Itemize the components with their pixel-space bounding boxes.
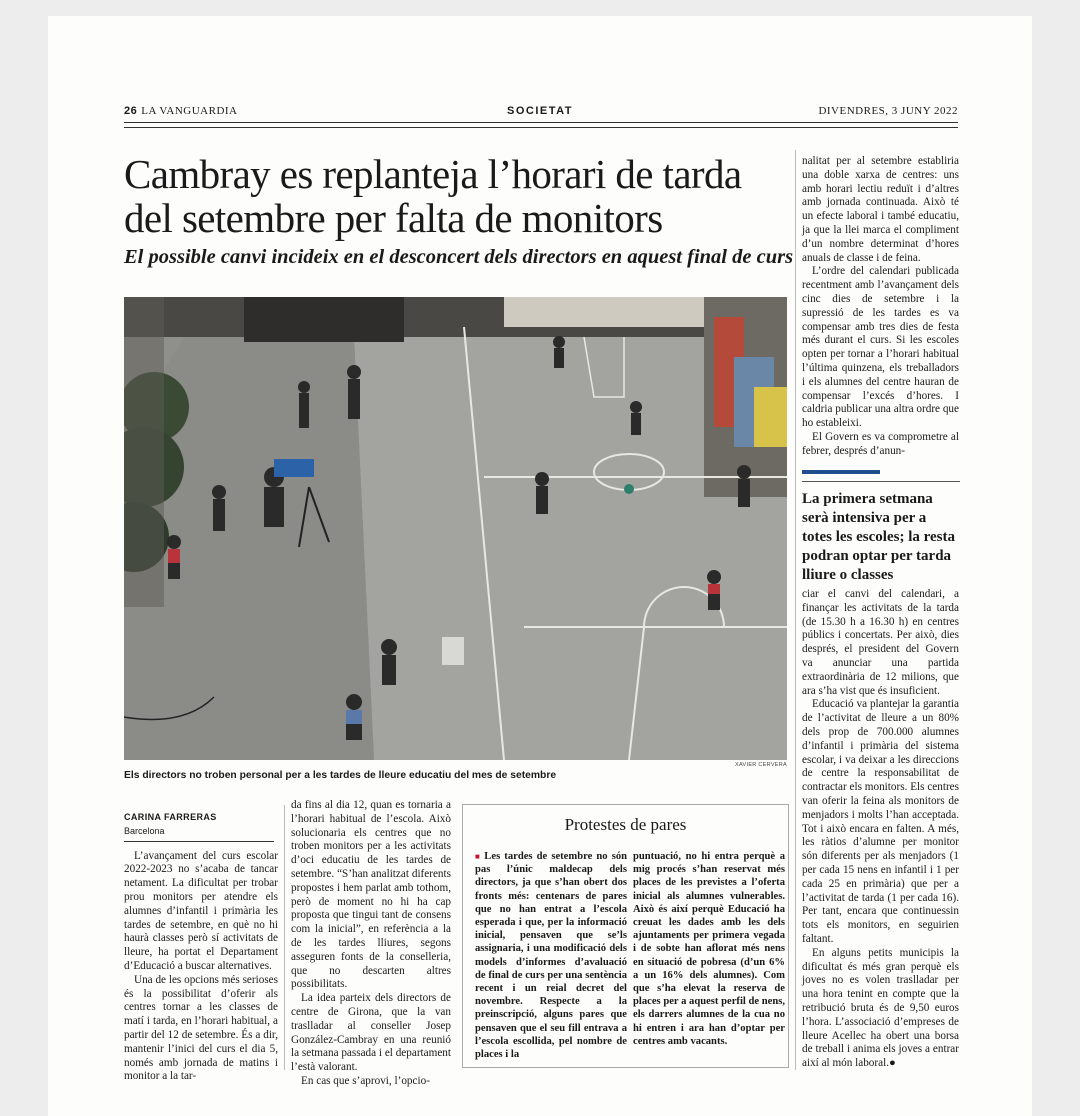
- pull-quote-rule: [802, 481, 960, 482]
- paragraph: nalitat per al setembre establiria una doble xarxa de centres: uns amb horari lectiu reduït i d’altres amb jornada continuada. Això té un efecte laboral i també educatiu, ja que la llei marca el compliment d’un nombre determinat d’hores anuals de classe i de feina.: [802, 155, 959, 264]
- paragraph: ciar el canvi del calendari, a finançar les activitats de la tarda (de 15.30 h a 16.30 h) en centres públics i concertats. Per això, dies després, el president del Govern va anunciar una partida extraordinària de 12 milions, que ara s’ha vist que és insuficient.: [802, 588, 959, 697]
- byline-rule: [124, 841, 274, 842]
- paragraph: El Govern es va comprometre al febrer, després d’anun-: [802, 430, 959, 457]
- page-number: 26: [124, 105, 138, 117]
- subheadline: El possible canvi incideix en el desconcert dels directors en aquest final de curs: [124, 246, 794, 268]
- paragraph: da fins al dia 12, quan es tornaria a l’horari habitual de l’escola. Això solucionaria els centres que no troben monitors per a les activitats d’oci educatiu de les tardes de setembre. “S’han analitzat diferents propostes i hem parlat amb tothom, però de moment no hi ha cap proposta que tingui tant de consens com la inicial”, en referència a la de les tardes lliures, segons asseguren fonts de la conselleria, que no descarten altres possibilitats.: [291, 799, 451, 991]
- column-divider: [795, 150, 796, 1070]
- header-rule-2: [124, 127, 958, 128]
- paragraph: Una de les opcions més serioses és la possibilitat d’oferir als centres tornar a les classes de matí i tarda, en l’horari habitual, a partir del 12 de setembre. És a dir, mantenir l’inici del curs el dia 5, només amb jornada de matins i monitor a la tar-: [124, 973, 278, 1083]
- pull-quote-text: La primera setmana serà intensiva per a totes les escoles; la resta podran optar per tarda lliure o classes: [802, 491, 956, 583]
- article-photo: [124, 297, 787, 760]
- author-location: Barcelona: [124, 825, 165, 836]
- article-column-right-bottom: [802, 588, 959, 1071]
- pull-quote-bar: [802, 470, 880, 474]
- sidebar-column-2: [633, 850, 785, 1048]
- paragraph: L’avançament del curs escolar 2022-2023 no s’acaba de tancar netament. La dificultat per trobar prou monitors per atendre els alumnes d’infantil i primària les tardes de setembre, en què no hi haurà classes però sí activitats de lleure, ha portat el Departament d’Educació a buscar alternatives.: [124, 849, 278, 972]
- paragraph: Educació va plantejar la garantia de l’activitat de lleure a un 80% dels prop de 700.000 alumnes d’infantil i primària del sistema escolar, i va deixar a les direccions de centre la responsabilitat de contractar els monitors. Els centres van oferir la feina als monitors de menjadors i molts l’han acceptada. Tot i això encara en falten. A més, les ràtios d’alumne per monitor són diferents per als menjadors (1 per cada 15 nens en infantil i 1 per cada 25 en primària) que per a l’activitat de tarda (1 per cada 16). Per tant, encara que continuessin tots els monitors, en seguirien faltant.: [802, 698, 959, 945]
- section-name: SOCIETAT: [507, 105, 573, 117]
- sidebar-text-1: Les tardes de setembre no són pas l’únic maldecap dels directors, ja que s’han obert dos fronts més: centenars de pares que no han entrat a l’escola esperada i que, per la informació inicial, pensaven que se’ls assignaria, i una modificació dels models d’informes d’avaluació de final de curs per una sentència recent i un reial decret del novembre. Respecte a la preinscripció, alguns pares que pensaven que el seu fill entrava a l’escola escollida, pel nombre de places i la: [475, 851, 628, 1061]
- end-mark-icon: ●: [889, 1057, 896, 1070]
- article-column-1: [124, 811, 278, 1084]
- header-rule: [124, 122, 958, 123]
- photo-credit: XAVIER CERVERA: [735, 762, 787, 768]
- paragraph: La idea parteix dels directors de centre de Girona, que la van traslladar al conseller Josep González-Cambray en una reunió la setmana passada i el departament l’està valorant.: [291, 992, 451, 1074]
- column-divider: [284, 805, 285, 1070]
- bullet-icon: ■: [475, 852, 482, 861]
- sidebar-text-2: puntuació, no hi entra perquè a mig procés s’han reservat més places de les previstes a l’oferta inicial als alumnes vulnerables. Això és així perquè Educació ha creuat les dades amb les dels ajuntaments per primera vegada i de sobte han aflorat més nens en situació de pobresa (d’un 6% a un 16% dels alumnes). Com que s’ha elevat la reserva de places per a aquest perfil de nens, els darrers alumnes de la cua no hi entren i ara han d’optar per centres amb vacants.: [633, 851, 785, 1047]
- sidebar-title: Protestes de pares: [564, 815, 687, 834]
- paragraph-text: En alguns petits municipis la dificultat és més gran perquè els joves no es volen traslladar per una hora tenint en compte que la retribució bruta és de 9,50 euros l’hora. L’associació d’empreses de lleure Acellec ha obert una borsa de treball i anima els joves a entrar així al món laboral.: [802, 946, 959, 1070]
- article-column-2: [291, 799, 451, 1089]
- photo-caption: Els directors no troben personal per a les tardes de lleure educatiu del mes de setembre: [124, 770, 557, 781]
- paragraph: L’ordre del calendari publicada recentment amb l’avançament dels cinc dies de setembre i la supressió de les tardes es va compensar amb tres dies de festa més durant el curs. Si les escoles opten per tornar a l’horari habitual l’última quinzena, els treballadors i els alumnes del centre hauran de compensar l’excés d’hores. I caldria publicar una altra ordre que ho estableixi.: [802, 265, 959, 430]
- pull-quote: [802, 470, 960, 585]
- paragraph: [802, 947, 959, 1071]
- sidebar-box: [462, 804, 789, 1068]
- newspaper-name: LA VANGUARDIA: [141, 105, 238, 117]
- sidebar-column-1: [475, 850, 627, 1061]
- author-name: CARINA FARRERAS: [124, 812, 217, 822]
- article-column-right-top: [802, 155, 959, 459]
- paragraph: En cas que s’aprovi, l’opcio-: [301, 1074, 430, 1087]
- issue-date: DIVENDRES, 3 JUNY 2022: [818, 105, 958, 117]
- headline: Cambray es replanteja l’horari de tarda del setembre per falta de monitors: [124, 151, 742, 241]
